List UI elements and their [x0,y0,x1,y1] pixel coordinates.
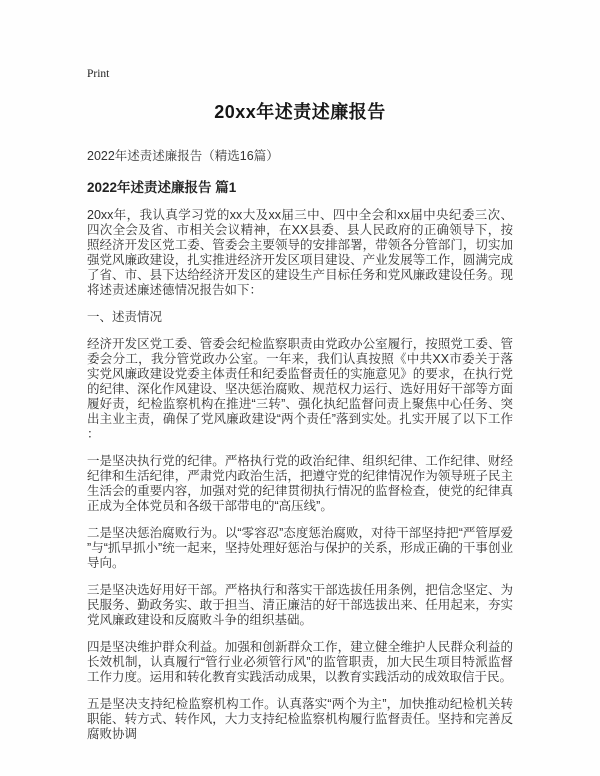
paragraph: 五是坚决支持纪检监察机构工作。认真落实“两个为主”，加快推动纪检机关转职能、转方式、转作风，大力支持纪检监察机构履行监督责任。坚持和完善反腐败协调 [87,697,513,741]
paragraph: 一是坚决执行党的纪律。严格执行党的政治纪律、组织纪律、工作纪律、财经纪律和生活纪律，严肃党内政治生活，把遵守党的纪律情况作为领导班子民主生活会的重要内容，加强对党的纪律贯彻执行情况的监督检查，使党的纪律真正成为全体党员和各级干部带电的“高压线”。 [87,454,513,513]
episode-heading: 2022年述责述廉报告 篇1 [87,180,237,195]
print-link[interactable]: Print [87,68,110,80]
document-subtitle: 2022年述责述廉报告（精选16篇） [87,149,279,163]
paragraph: 20xx年，我认真学习党的xx大及xx届三中、四中全会和xx届中央纪委三次、四次全会及省、市相关会议精神，在XX县委、县人民政府的正确领导下，按照经济开发区党工委、管委会主要领导的安排部署，带领各分管部门，切实加强党风廉政建设，扎实推进经济开发区项目建设、产业发展等工作，圆满完成了省、市、县下达给经济开发区的建设生产目标任务和党风廉政建设任务。现将述责述廉述德情况报告如下： [87,208,513,297]
paragraph: 二是坚决惩治腐败行为。以“零容忍”态度惩治腐败，对待干部坚持把“严管厚爱”与“抓早抓小”统一起来，坚持处理好惩治与保护的关系，形成正确的干事创业导向。 [87,526,513,570]
document-body [87,208,513,742]
document-title: 20xx年述责述廉报告 [214,102,386,122]
paragraph: 四是坚决维护群众利益。加强和创新群众工作，建立健全维护人民群众利益的长效机制，认真履行“管行业必须管行风”的监管职责，加大民生项目特派监督工作力度。运用和转化教育实践活动成果，以教育实践活动的成效取信于民。 [87,640,513,684]
section-heading: 一、述责情况 [87,310,163,324]
paragraph: 经济开发区党工委、管委会纪检监察职责由党政办公室履行，按照党工委、管委会分工，我分管党政办公室。一年来，我们认真按照《中共XX市委关于落实党风廉政建设党委主体责任和纪委监督责任的实施意见》的要求，在执行党的纪律、深化作风建设、坚决惩治腐败、规范权力运行、选好用好干部等方面履好责，纪检监察机构在推进“三转”、强化执纪监督问责上聚焦中心任务、突出主业主责，确保了党风廉政建设“两个责任”落到实处。扎实开展了以下工作： [87,337,513,441]
paragraph: 三是坚决选好用好干部。严格执行和落实干部选拔任用条例，把信念坚定、为民服务、勤政务实、敢于担当、清正廉洁的好干部选拔出来、任用起来，夯实党风廉政建设和反腐败斗争的组织基础。 [87,583,513,627]
